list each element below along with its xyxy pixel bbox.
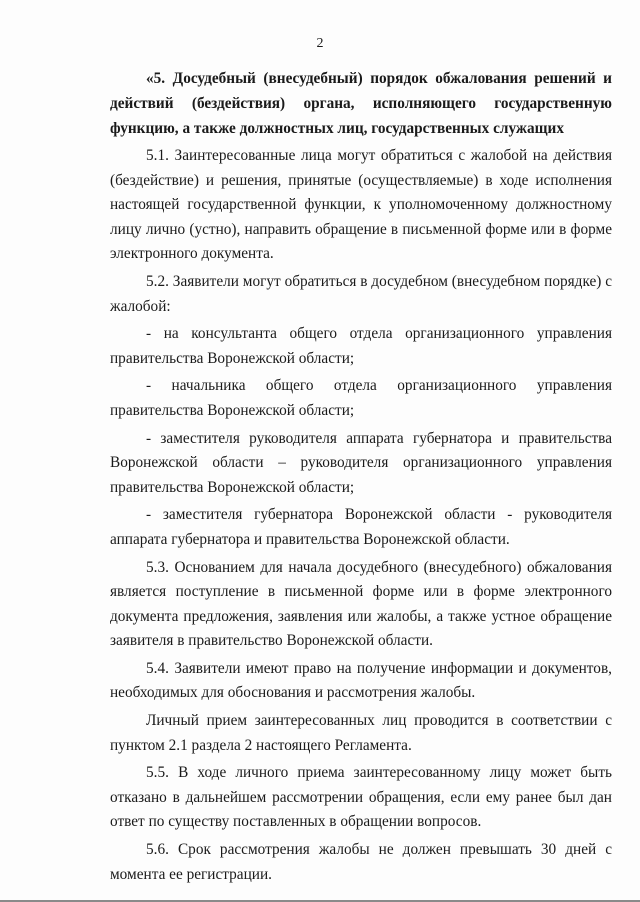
section-heading: «5. Досудебный (внесудебный) порядок обжалования решений и действий (бездействия) органа, исполняющего государственную функцию, а также должностных лиц, государственных служащих	[110, 70, 612, 137]
paragraph-5-6: 5.6. Срок рассмотрения жалобы не должен превышать 30 дней с момента ее регистрации.	[110, 841, 612, 883]
list-item-deputy-governor: - заместителя губернатора Воронежской области - руководителя аппарата губернатора и правительства Воронежской области.	[110, 506, 612, 548]
page-number: 2	[316, 36, 324, 51]
paragraph-5-3: 5.3. Основанием для начала досудебного (внесудебного) обжалования является поступление в письменной форме или в форме электронного документа предложения, заявления или жалобы, а также устное обращение заявителя в правительство Воронежской области.	[110, 558, 612, 650]
paragraph-5-1: 5.1. Заинтересованные лица могут обратиться с жалобой на действия (бездействие) и решения, принятые (осуществляемые) в ходе исполнения настоящей государственной функции, к уполномоченному должностному лицу лично (устно), направить обращение в письменной форме или в форме электронного документа.	[110, 147, 612, 263]
paragraph-personal-reception: Личный прием заинтересованных лиц проводится в соответствии с пунктом 2.1 раздела 2 настоящего Регламента.	[110, 712, 612, 754]
paragraph-5-2: 5.2. Заявители могут обратиться в досудебном (внесудебном порядке) с жалобой:	[110, 272, 612, 315]
paragraph-5-5: 5.5. В ходе личного приема заинтересованному лицу может быть отказано в дальнейшем рассмотрении обращения, если ему ранее был дан ответ по существу поставленных в обращении вопросов.	[110, 764, 612, 831]
document-body	[110, 66, 612, 887]
list-item-department-head: - начальника общего отдела организационного управления правительства Воронежской области;	[110, 377, 612, 419]
list-item-deputy-head-apparatus: - заместителя руководителя аппарата губернатора и правительства Воронежской области – руководителя организационного управления правительства Воронежской области;	[110, 429, 612, 496]
paragraph-5-4: 5.4. Заявители имеют право на получение информации и документов, необходимых для обоснования и рассмотрения жалобы.	[110, 659, 612, 702]
list-item-consultant: - на консультанта общего отдела организационного управления правительства Воронежской области;	[110, 325, 612, 367]
